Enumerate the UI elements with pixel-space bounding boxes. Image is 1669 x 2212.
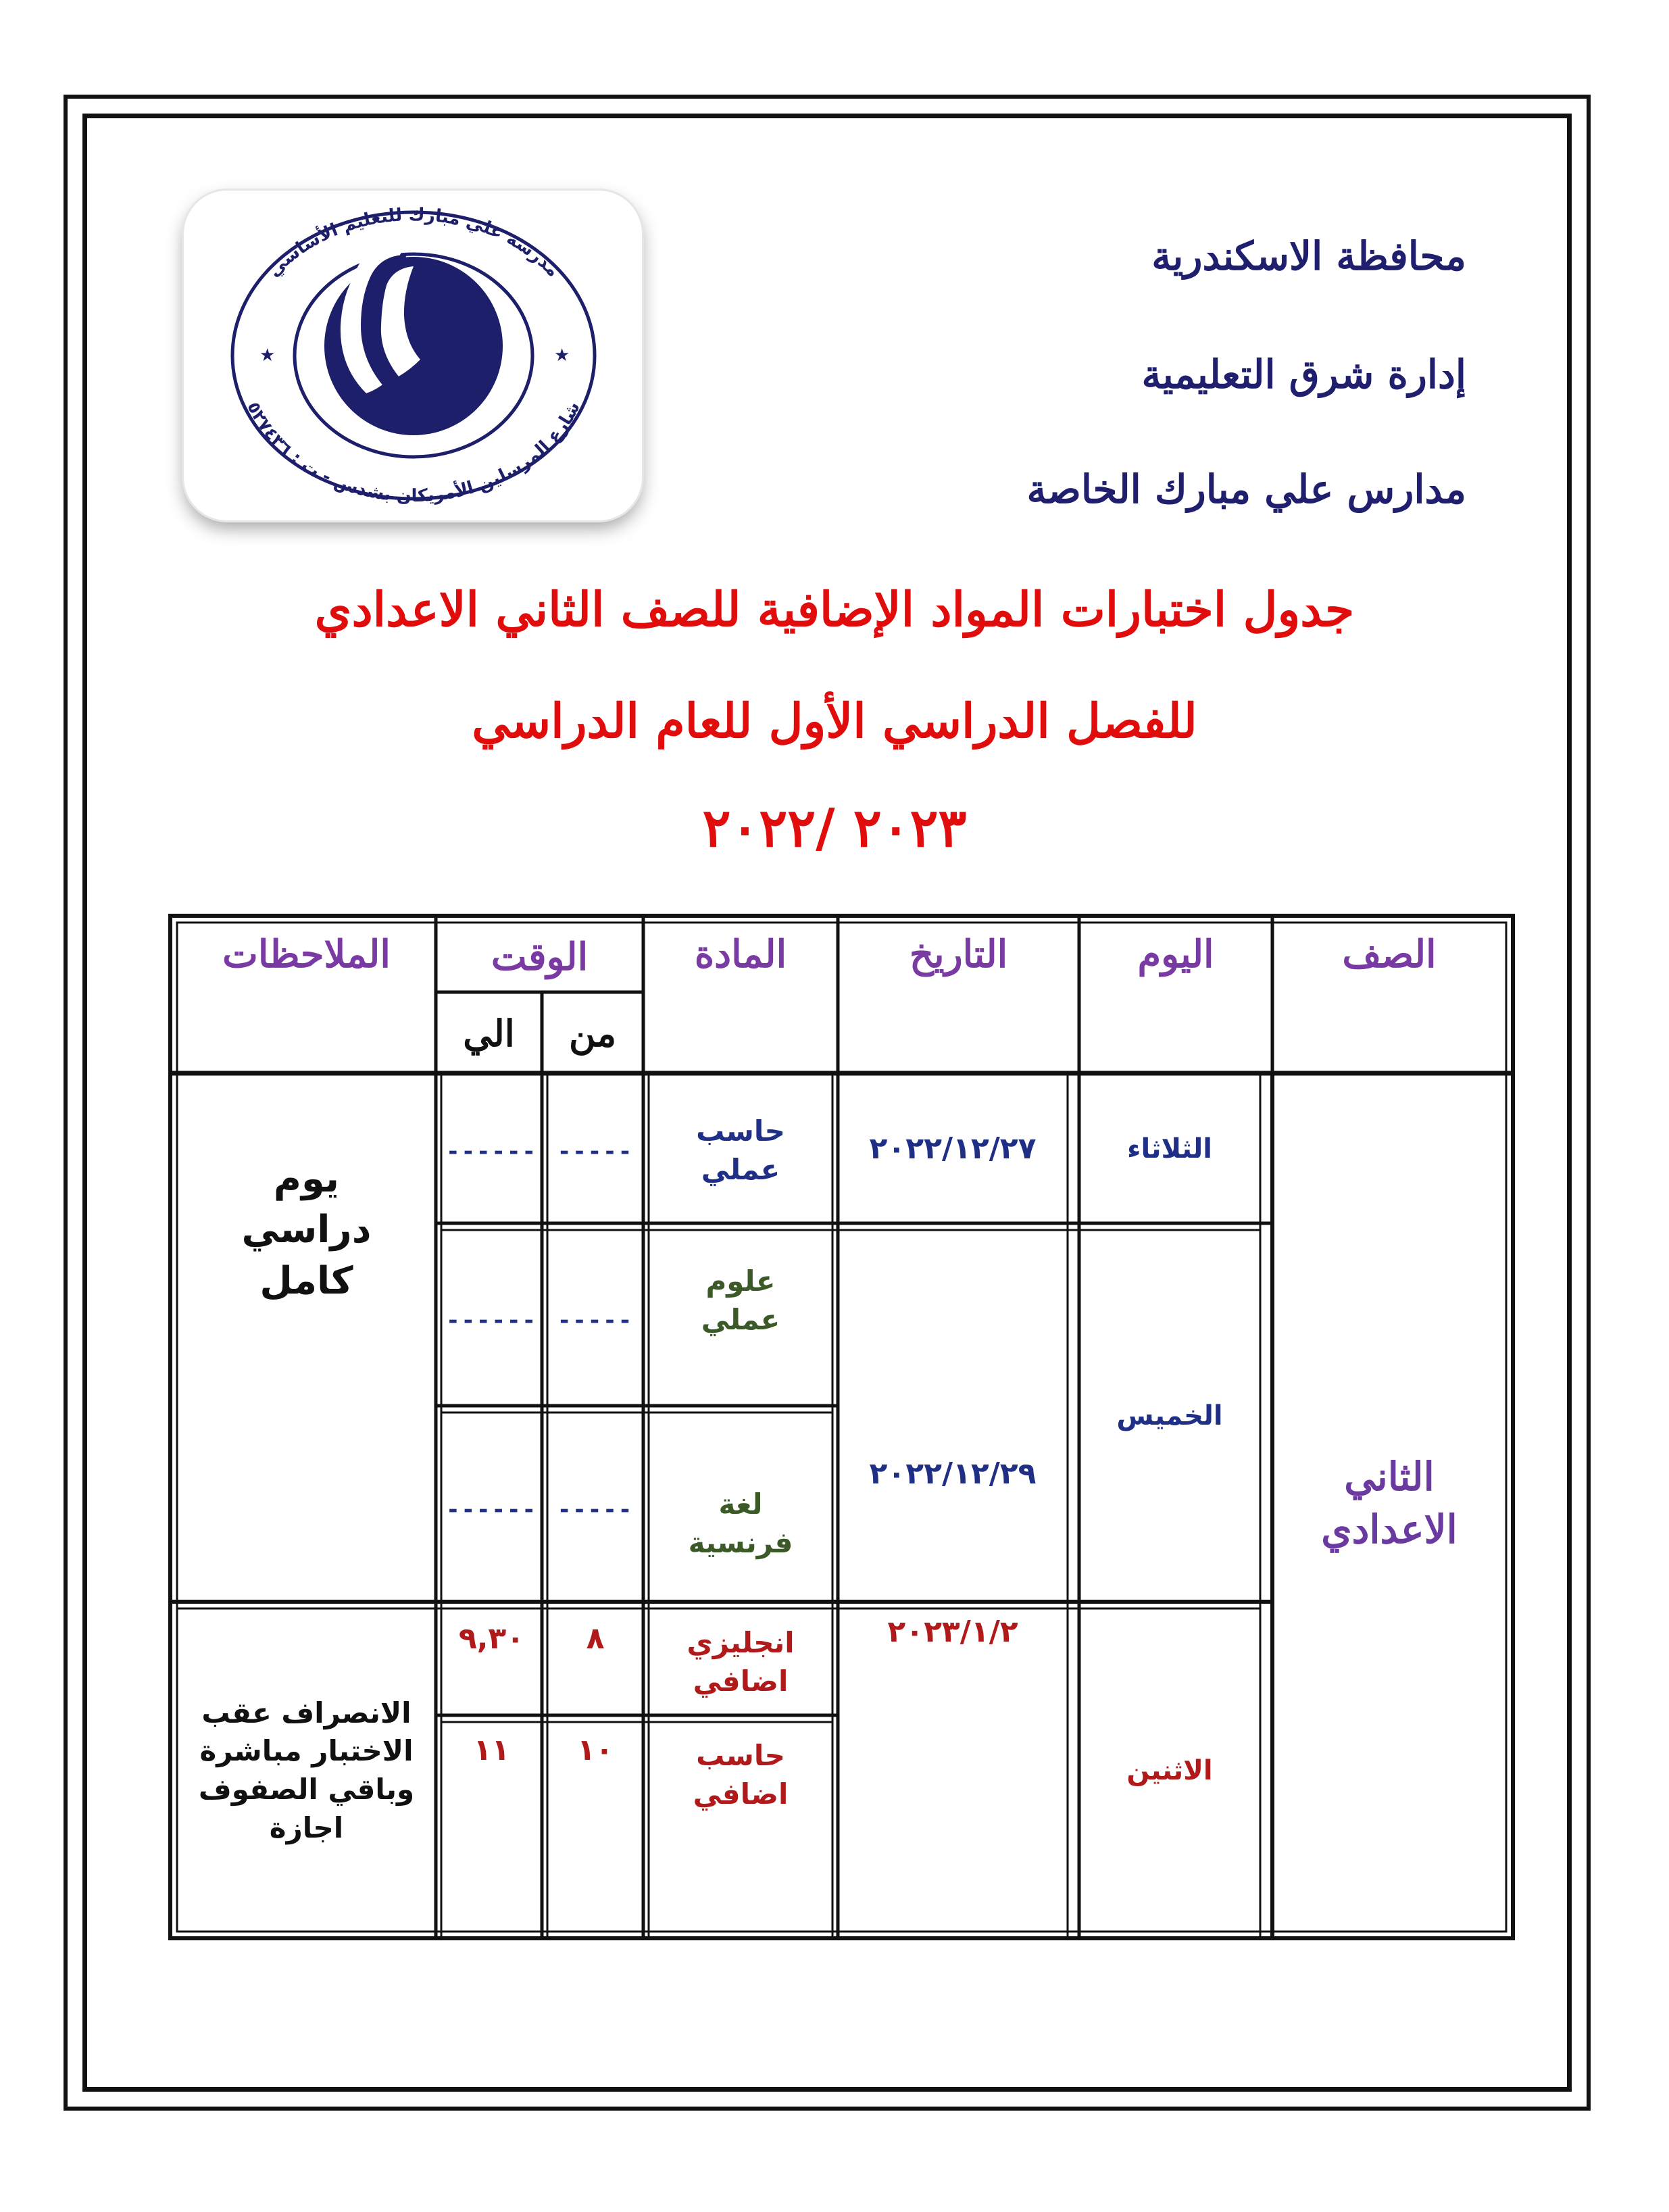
- from-row-1: -----: [557, 1138, 634, 1166]
- to-row-3: ------: [446, 1496, 537, 1524]
- svg-text:★: ★: [259, 345, 276, 366]
- to-row-5: ١١: [473, 1733, 510, 1767]
- day-tuesday: الثلاثاء: [1127, 1133, 1212, 1164]
- header-date: التاريخ: [909, 932, 1008, 977]
- education-directorate: إدارة شرق التعليمية: [1141, 351, 1466, 397]
- to-row-1: ------: [446, 1138, 537, 1166]
- svg-text:شارع المرسلين الأمريكان بشدس -: شارع المرسلين الأمريكان بشدس - ت : ٥٢٧٤٣٦: [243, 398, 584, 507]
- subject-french: لغة فرنسية: [688, 1488, 793, 1559]
- governorate-name: محافظة الاسكندرية: [1151, 233, 1466, 279]
- date-row-1: ٢٠٢٢/١٢/٢٧: [869, 1131, 1037, 1166]
- from-row-5: ١٠: [577, 1733, 614, 1767]
- to-row-2: ------: [446, 1307, 537, 1335]
- from-row-3: -----: [557, 1496, 634, 1524]
- header-notes: الملاحظات: [222, 932, 391, 977]
- page-subtitle: للفصل الدراسي الأول للعام الدراسي: [472, 693, 1197, 749]
- page-title: جدول اختبارات المواد الإضافية للصف الثاني الاعدادي: [314, 581, 1355, 637]
- day-monday: الاثنين: [1126, 1755, 1213, 1786]
- note-dismissal: الانصراف عقب الاختبار مباشرة وباقي الصفوف اجازة: [198, 1696, 415, 1844]
- subject-computer-extra: حاسب اضافي: [693, 1739, 789, 1811]
- header-day: اليوم: [1137, 932, 1214, 977]
- to-row-4: ٩,٣٠: [458, 1621, 525, 1656]
- subject-computer-practical: حاسب عملي: [696, 1114, 785, 1186]
- header-time: الوقت: [491, 934, 589, 979]
- svg-text:مدرسة علي مبارك للتعليم الأساس: مدرسة علي مبارك للتعليم الأساسي: [264, 204, 564, 281]
- header-from: من: [568, 1011, 617, 1055]
- grade-cell: الثاني الاعدادي: [1321, 1453, 1458, 1552]
- school-name: مدارس علي مبارك الخاصة: [1026, 466, 1466, 512]
- svg-text:★: ★: [554, 345, 570, 366]
- date-row-2: ٢٠٢٢/١٢/٢٩: [869, 1456, 1037, 1491]
- header-to: الي: [463, 1011, 515, 1055]
- school-seal-icon: [184, 191, 642, 520]
- from-row-2: -----: [557, 1307, 634, 1335]
- note-full-study-day: يوم دراسي كامل: [241, 1156, 372, 1303]
- school-logo: [184, 191, 642, 520]
- date-row-4: ٢٠٢٣/١/٢: [887, 1615, 1018, 1649]
- day-thursday: الخميس: [1116, 1400, 1223, 1431]
- subject-science-practical: علوم عملي: [701, 1264, 780, 1336]
- academic-year: ٢٠٢٣ /٢٠٢٢: [702, 797, 967, 859]
- subject-english-extra: انجليزي اضافي: [687, 1626, 795, 1698]
- from-row-4: ٨: [586, 1621, 605, 1656]
- header-subject: المادة: [694, 932, 787, 977]
- header-grade: الصف: [1342, 932, 1437, 977]
